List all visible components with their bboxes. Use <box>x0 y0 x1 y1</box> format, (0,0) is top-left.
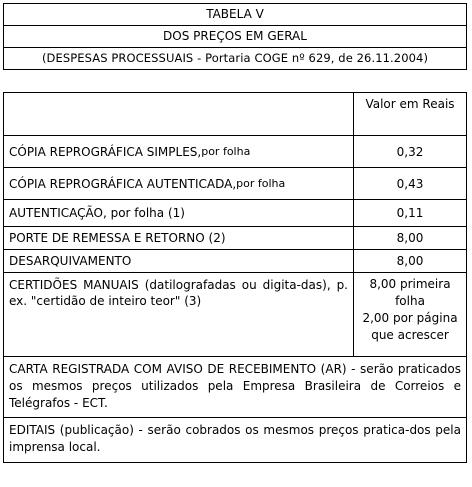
row-value: 8,00 <box>396 231 424 245</box>
table-header-row <box>4 93 466 135</box>
row-value-line: 8,00 primeira <box>369 277 451 291</box>
table-row-certidoes <box>4 272 466 356</box>
row-label: AUTENTICAÇÃO, por folha (1) <box>4 200 354 226</box>
row-value-multiline <box>362 276 457 344</box>
table-row-carta <box>4 356 466 417</box>
price-table <box>3 92 467 463</box>
row-label: CÓPIA REPROGRÁFICA SIMPLES, <box>9 144 202 159</box>
table-reference: (DESPESAS PROCESSUAIS - Portaria COGE nº 629, de 26.11.2004) <box>4 47 466 69</box>
row-value: 0,43 <box>396 176 424 191</box>
table-title: TABELA V <box>206 7 264 21</box>
row-value: 0,32 <box>396 144 424 159</box>
row-value-line: que acrescer <box>371 328 449 342</box>
row-label: CÓPIA REPROGRÁFICA AUTENTICADA, <box>9 176 237 191</box>
table-subtitle: DOS PREÇOS EM GERAL <box>4 25 466 47</box>
row-label: PORTE DE REMESSA E RETORNO (2) <box>4 227 354 249</box>
row-label: CERTIDÕES MANUAIS (datilografadas ou digita-das), p. ex. "certidão de inteiro teor" (3) <box>4 273 354 356</box>
row-value-line: folha <box>395 294 425 308</box>
row-value-line: 2,00 por página <box>362 311 458 325</box>
row-note: EDITAIS (publicação) - serão cobrados os mesmos preços pratica-dos pela imprensa local. <box>9 423 461 454</box>
row-note: CARTA REGISTRADA COM AVISO DE RECEBIMENTO (AR) - serão praticados os mesmos preços utilizados pela Empresa Brasileira de Correios e Telégrafos - ECT. <box>9 362 461 410</box>
table-row <box>4 135 466 167</box>
row-label-suffix: por folha <box>201 145 251 158</box>
table-row <box>4 199 466 226</box>
table-row <box>4 167 466 199</box>
table-row <box>4 249 466 272</box>
row-label-suffix: por folha <box>236 177 286 190</box>
table-row-editais <box>4 417 466 462</box>
column-header-value: Valor em Reais <box>365 97 455 111</box>
row-value: 8,00 <box>396 254 424 268</box>
row-label: DESARQUIVAMENTO <box>4 250 354 272</box>
table-row <box>4 226 466 249</box>
title-block <box>3 3 467 70</box>
row-value: 0,11 <box>396 206 424 220</box>
